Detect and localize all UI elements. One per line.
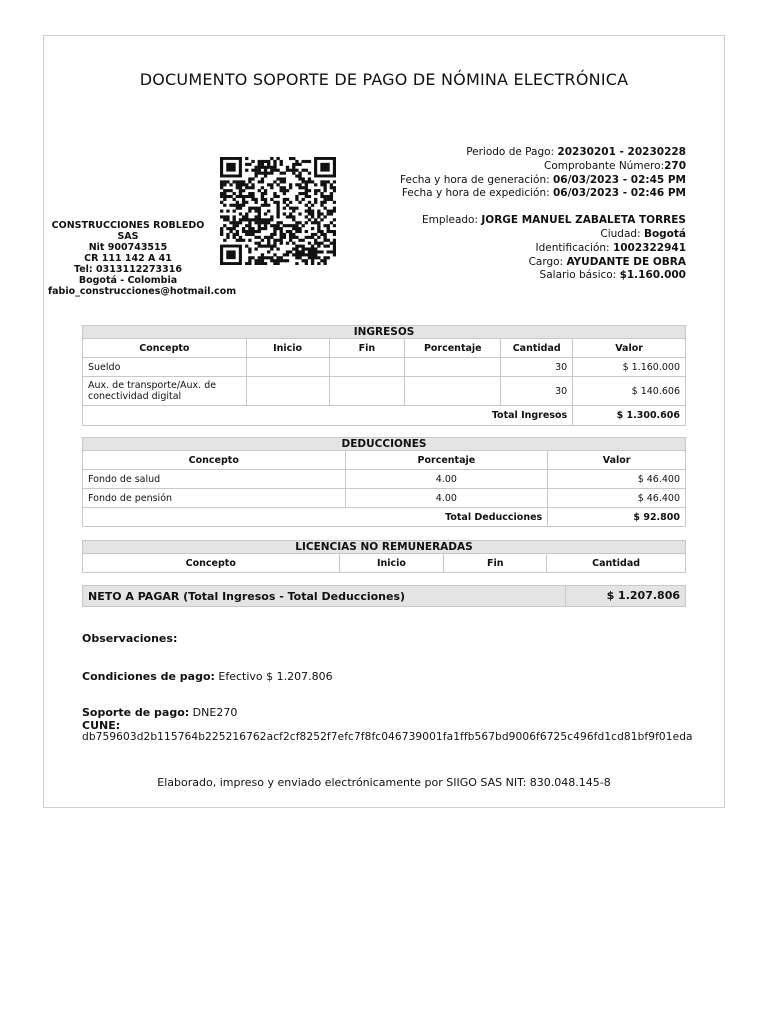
qr-code-icon (220, 157, 336, 265)
condiciones-pago (82, 670, 333, 683)
deducciones-total-row (83, 508, 686, 527)
deduccion-valor: $ 46.400 (548, 489, 686, 508)
ingresos-header-cantidad: Cantidad (501, 339, 573, 358)
company-name-line1: CONSTRUCCIONES ROBLEDO (51, 220, 205, 231)
ingresos-header-concepto: Concepto (83, 339, 247, 358)
licencias-header-cantidad: Cantidad (547, 554, 686, 573)
generacion-value: 06/03/2023 - 02:45 PM (552, 173, 686, 186)
ingresos-total-label: Total Ingresos (83, 406, 573, 426)
cargo-line (400, 256, 686, 270)
periodo-value: 20230201 - 20230228 (557, 146, 686, 158)
salario-value: $1.160.000 (619, 269, 686, 282)
ingreso-fin (329, 377, 405, 406)
periodo-label: Periodo de Pago: (466, 146, 558, 158)
empleado-label: Empleado: (422, 214, 482, 227)
ingreso-concepto: Sueldo (83, 358, 247, 377)
deduccion-concepto: Fondo de pensión (83, 489, 346, 508)
ingresos-header-porcentaje: Porcentaje (405, 339, 501, 358)
condiciones-value: Efectivo $ 1.207.806 (214, 670, 333, 683)
payroll-info (400, 146, 686, 283)
ciudad-line (400, 228, 686, 242)
neto-value: $ 1.207.806 (565, 586, 685, 606)
deducciones-total-value: $ 92.800 (548, 508, 686, 527)
condiciones-label: Condiciones de pago: (82, 670, 215, 683)
observaciones-label: Observaciones: (82, 632, 178, 645)
company-email: fabio_construcciones@hotmail.com (48, 286, 237, 297)
neto-a-pagar (82, 585, 686, 607)
footer-note: Elaborado, impreso y enviado electrónicamente por SIIGO SAS NIT: 830.048.145-8 (157, 776, 611, 789)
cune-label: CUNE: (82, 719, 121, 732)
ciudad-label: Ciudad: (600, 227, 644, 240)
empleado-value: JORGE MANUEL ZABALETA TORRES (481, 214, 686, 227)
ingresos-total-row (83, 406, 686, 426)
salario-line (400, 269, 686, 283)
ingreso-fin (329, 358, 405, 377)
cargo-label: Cargo: (528, 255, 567, 268)
cune-value: db759603d2b115764b225216762acf2cf8252f7efc7f8fc046739001fa1ffb567bd9006f6725c496fd1cd81bf9f01eda (82, 731, 693, 743)
deducciones-title: DEDUCCIONES (83, 438, 686, 451)
licencias-header-concepto: Concepto (83, 554, 340, 573)
ingreso-cantidad: 30 (501, 377, 573, 406)
ingreso-inicio (246, 377, 329, 406)
deducciones-header-valor: Valor (548, 451, 686, 470)
generacion-line (400, 174, 686, 188)
generacion-label: Fecha y hora de generación: (400, 173, 553, 186)
expedicion-line (400, 187, 686, 201)
ingreso-cantidad: 30 (501, 358, 573, 377)
table-row (83, 470, 686, 489)
ingreso-valor: $ 140.606 (573, 377, 686, 406)
ingresos-header-fin: Fin (329, 339, 405, 358)
expedicion-value: 06/03/2023 - 02:46 PM (552, 187, 686, 200)
company-city: Bogotá - Colombia (78, 275, 178, 286)
deducciones-total-label: Total Deducciones (83, 508, 548, 527)
ingresos-header-valor: Valor (573, 339, 686, 358)
deducciones-header-concepto: Concepto (83, 451, 346, 470)
licencias-header-inicio: Inicio (339, 554, 444, 573)
licencias-header-fin: Fin (444, 554, 547, 573)
document-title: DOCUMENTO SOPORTE DE PAGO DE NÓMINA ELECTRÓNICA (139, 70, 629, 89)
deducciones-header-porcentaje: Porcentaje (345, 451, 548, 470)
comprobante-value: 270 (664, 159, 686, 172)
soporte-pago (82, 706, 237, 719)
ciudad-value: Bogotá (643, 227, 686, 240)
company-address: CR 111 142 A 41 (84, 253, 172, 264)
empleado-line (400, 214, 686, 228)
salario-label: Salario básico: (539, 269, 620, 282)
table-row (83, 489, 686, 508)
ingreso-inicio (246, 358, 329, 377)
expedicion-label: Fecha y hora de expedición: (401, 187, 553, 200)
identificacion-value: 1002322941 (612, 241, 686, 254)
deduccion-porcentaje: 4.00 (345, 489, 548, 508)
ingreso-concepto: Aux. de transporte/Aux. de conectividad digital (83, 377, 247, 406)
soporte-label: Soporte de pago: (82, 706, 190, 719)
neto-label: NETO A PAGAR (Total Ingresos - Total Deducciones) (88, 590, 406, 603)
ingreso-porcentaje (405, 358, 501, 377)
company-block (48, 220, 237, 297)
observaciones (82, 632, 177, 645)
deducciones-table (82, 437, 686, 527)
comprobante-line (400, 160, 686, 174)
ingresos-title: INGRESOS (83, 326, 686, 339)
ingreso-valor: $ 1.160.000 (573, 358, 686, 377)
ingresos-header-inicio: Inicio (246, 339, 329, 358)
company-nit: Nit 900743515 (88, 242, 168, 253)
table-row (83, 358, 686, 377)
licencias-title: LICENCIAS NO REMUNERADAS (83, 541, 686, 554)
ingreso-porcentaje (405, 377, 501, 406)
deduccion-concepto: Fondo de salud (83, 470, 346, 489)
soporte-value: DNE270 (189, 706, 238, 719)
company-name-line2: SAS (117, 231, 139, 242)
comprobante-label: Comprobante Número: (544, 159, 665, 172)
deduccion-porcentaje: 4.00 (345, 470, 548, 489)
deduccion-valor: $ 46.400 (548, 470, 686, 489)
identificacion-line (400, 242, 686, 256)
cargo-value: AYUDANTE DE OBRA (566, 255, 686, 268)
periodo-line (400, 146, 686, 160)
ingresos-total-value: $ 1.300.606 (573, 406, 686, 426)
table-row (83, 377, 686, 406)
licencias-table (82, 540, 686, 573)
identificacion-label: Identificación: (535, 241, 613, 254)
company-phone: Tel: 0313112273316 (74, 264, 182, 275)
ingresos-table (82, 325, 686, 426)
